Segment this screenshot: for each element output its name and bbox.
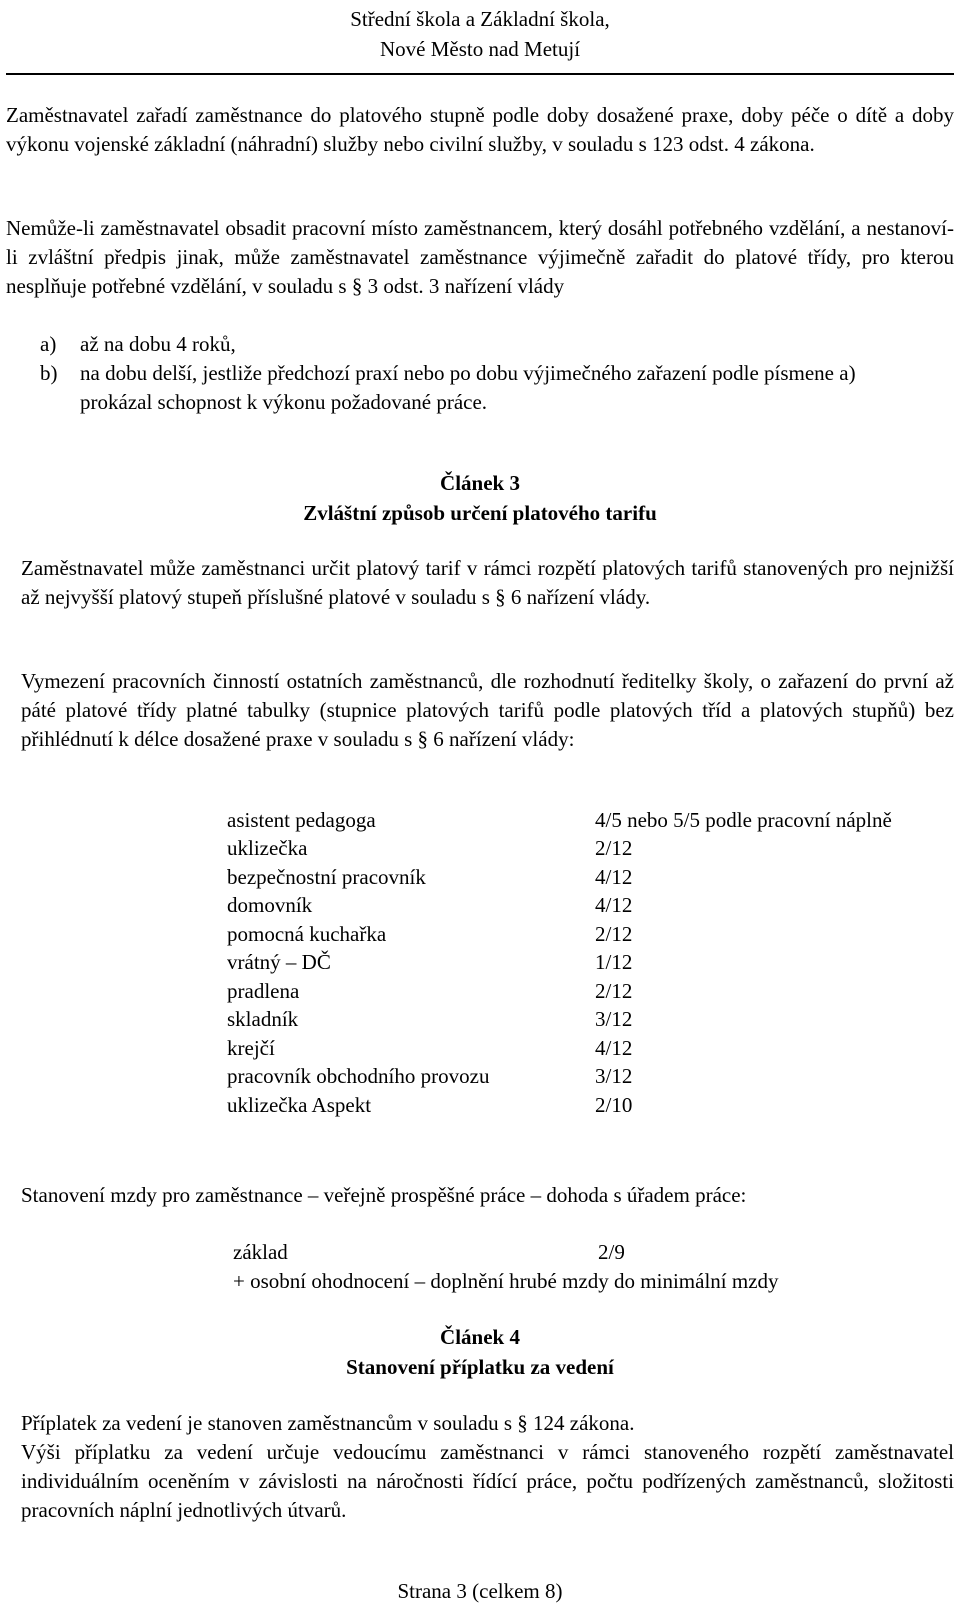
list-text: až na dobu 4 roků, bbox=[80, 332, 236, 356]
position-name: asistent pedagoga bbox=[227, 808, 376, 832]
paragraph-salary-tariff: Zaměstnavatel může zaměstnanci určit platový tarif v rámci rozpětí platových tarifů stanovených pro nejnižší až nejvyšší platový stupeň příslušné platové v souladu s § 6 nařízení vlády. bbox=[21, 556, 954, 609]
article3-title: Článek 3 bbox=[440, 471, 520, 495]
paragraph-grade-assignment: Zaměstnavatel zařadí zaměstnance do platového stupně podle doby dosažené praxe, doby péče o dítě a doby výkonu vojenské základní (náhradní) služby nebo civilní služby, v souladu s 123 odst. 4 zákona. bbox=[6, 103, 954, 156]
position-class: 2/10 bbox=[595, 1093, 633, 1117]
list-marker: b) bbox=[40, 361, 58, 385]
basic-wage-class: 2/9 bbox=[598, 1240, 625, 1264]
position-class: 3/12 bbox=[595, 1007, 633, 1031]
personal-bonus-text: + osobní ohodnocení – doplnění hrubé mzdy do minimální mzdy bbox=[233, 1269, 779, 1293]
position-name: vrátný – DČ bbox=[227, 950, 331, 974]
school-town: Nové Město nad Metují bbox=[379, 37, 581, 61]
position-name: pradlena bbox=[227, 979, 300, 1003]
paragraph-exceptional-classification: Nemůže-li zaměstnavatel obsadit pracovní místo zaměstnancem, který dosáhl potřebného vzdělání, a nestanoví-li zvláštní předpis jinak, může zaměstnavatel zaměstnance výjimečně zařadit do platové třídy, pro kterou nesplňuje potřebné vzdělání, v souladu s § 3 odst. 3 nařízení vlády bbox=[6, 216, 954, 298]
school-name: Střední škola a Základní škola, bbox=[350, 7, 610, 31]
position-name: bezpečnostní pracovník bbox=[227, 865, 426, 889]
position-class: 3/12 bbox=[595, 1064, 633, 1088]
position-name: uklizečka bbox=[227, 836, 308, 860]
article3-subtitle: Zvláštní způsob určení platového tarifu bbox=[303, 501, 657, 525]
list-text: na dobu delší, jestliže předchozí praxí nebo po dobu výjimečného zařazení podle písmene a) prokázal schopnost k výkonu požadované práce. bbox=[80, 361, 856, 414]
position-class: 4/12 bbox=[595, 865, 633, 889]
paragraph-allowance-amount: Výši příplatku za vedení určuje vedoucímu zaměstnanci v rámci stanoveného rozpětí zaměstnavatel individuálním oceněním v závislosti na náročnosti řídící práce, počtu podřízených zaměstnanců, složitosti pracovních náplní jednotlivých útvarů. bbox=[21, 1440, 954, 1522]
position-name: uklizečka Aspekt bbox=[227, 1093, 372, 1117]
position-name: krejčí bbox=[227, 1036, 275, 1060]
basic-wage-label: základ bbox=[233, 1240, 288, 1264]
list-marker: a) bbox=[40, 332, 57, 356]
header-divider bbox=[6, 73, 954, 75]
position-class: 1/12 bbox=[595, 950, 633, 974]
position-class: 4/12 bbox=[595, 1036, 633, 1060]
page-number: Strana 3 (celkem 8) bbox=[397, 1579, 563, 1603]
paragraph-public-works-wage: Stanovení mzdy pro zaměstnance – veřejně prospěšné práce – dohoda s úřadem práce: bbox=[21, 1183, 747, 1207]
position-name: domovník bbox=[227, 893, 313, 917]
position-class: 4/5 nebo 5/5 podle pracovní náplně bbox=[595, 808, 892, 832]
article4-title: Článek 4 bbox=[440, 1325, 520, 1349]
position-name: skladník bbox=[227, 1007, 299, 1031]
position-name: pracovník obchodního provozu bbox=[227, 1064, 490, 1088]
position-name: pomocná kuchařka bbox=[227, 922, 387, 946]
position-class: 2/12 bbox=[595, 922, 633, 946]
position-class: 2/12 bbox=[595, 979, 633, 1003]
position-class: 4/12 bbox=[595, 893, 633, 917]
page-header bbox=[0, 4, 960, 64]
paragraph-management-allowance: Příplatek za vedení je stanoven zaměstnancům v souladu s § 124 zákona. bbox=[21, 1411, 635, 1435]
article4-subtitle: Stanovení příplatku za vedení bbox=[346, 1355, 614, 1379]
position-class: 2/12 bbox=[595, 836, 633, 860]
paragraph-work-activities: Vymezení pracovních činností ostatních zaměstnanců, dle rozhodnutí ředitelky školy, o zařazení do první až páté platové třídy platné tabulky (stupnice platových tarifů podle platových tříd a platových stupňů) bez přihlédnutí k délce dosažené praxe v souladu s § 6 nařízení vlády: bbox=[21, 669, 954, 751]
